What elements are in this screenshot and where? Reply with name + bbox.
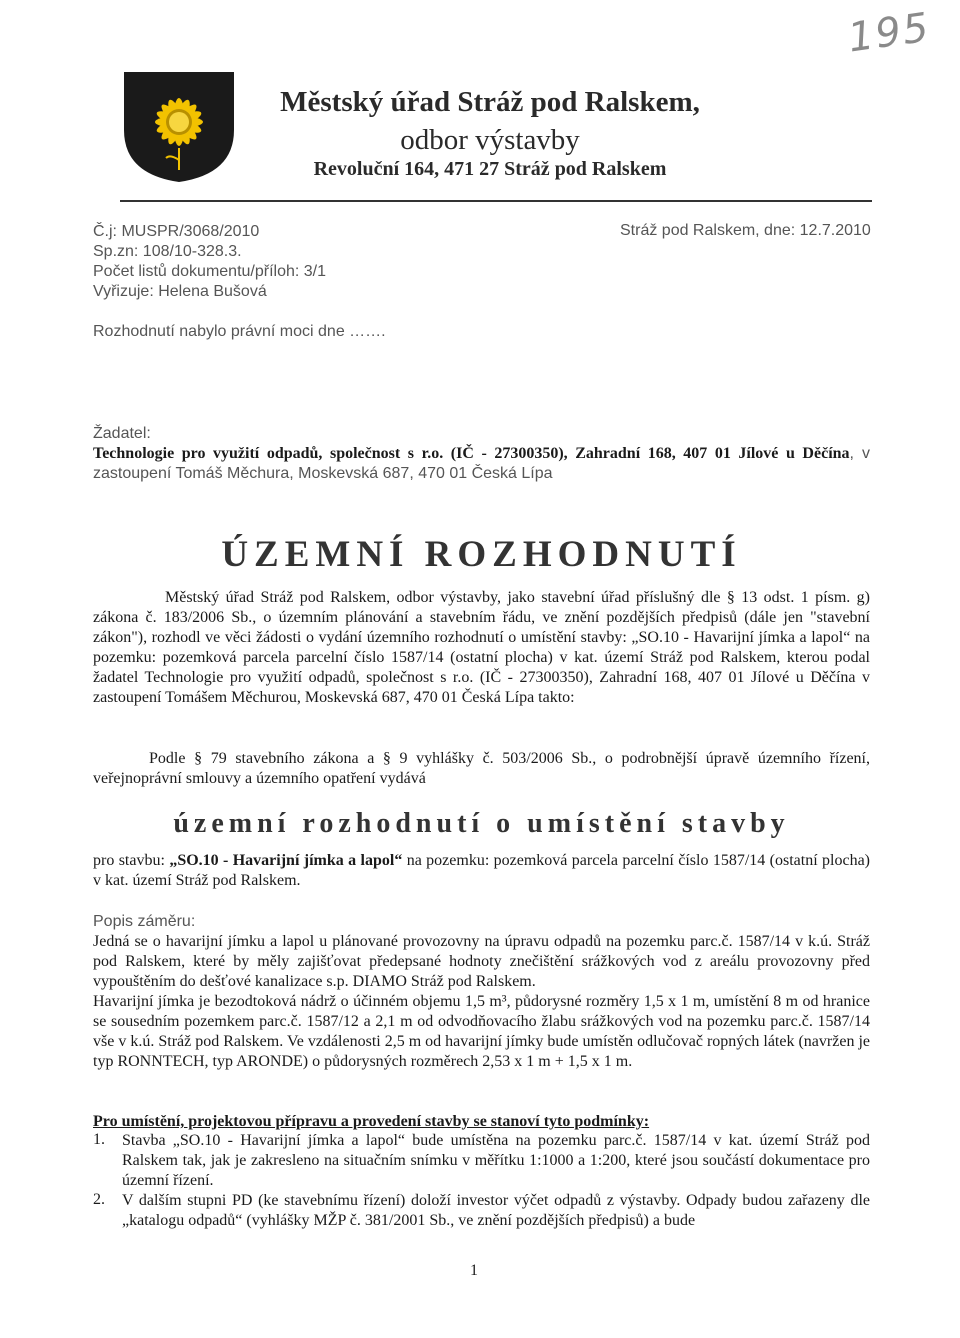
construction-statement <box>93 851 870 891</box>
municipal-coat-of-arms-icon <box>122 70 236 184</box>
document-date: Stráž pod Ralskem, dne: 12.7.2010 <box>620 222 871 239</box>
department-name: odbor výstavby <box>400 124 580 156</box>
office-name: Městský úřad Stráž pod Ralskem, <box>280 86 700 118</box>
legal-basis-paragraph: Podle § 79 stavebního zákona a § 9 vyhlášky č. 503/2006 Sb., o podrobnější úpravě územního řízení, veřejnoprávní smlouvy a územního opatření vydává <box>93 750 870 787</box>
reference-number: Č.j: MUSPR/3068/2010 <box>93 223 260 240</box>
description-paragraph-1: Jedná se o havarijní jímku a lapol u plánované provozovny na úpravu odpadů na pozemku parc.č. 1587/14 v k.ú. Stráž pod Ralskem, které by měly zajišťovat předepsané hodnoty znečištění srážkových vod z areálu provozovny před vypouštěním do dešťové kanalizace s.p. DIAMO Stráž pod Ralskem. <box>93 933 870 990</box>
condition-item: Stavba „SO.10 - Havarijní jímka a lapol“ bude umístěna na pozemku parc.č. 1587/14 v kat. území Stráž pod Ralskem tak, jak je zakresleno na situačním snímku v měřítku 1:1000 a 1:200, které jsou součástí dokumentace pro územní řízení. <box>122 1132 870 1189</box>
applicant-name: Technologie pro využití odpadů, společnost s r.o. (IČ - 27300350), Zahradní 168, 407 01 Jílové u Děčína <box>93 445 850 462</box>
description-paragraph-2: Havarijní jímka je bezodtoková nádrž o účinném objemu 1,5 m³, půdorysné rozměry 1,5 x 1 m, umístění 8 m od hranice se sousedním pozemkem parc.č. 1587/12 a 2,1 m od odvodňovacího žlabu srážkových vod na pozemku parc.č. 1587/14 vše v k.ú. Stráž pod Ralskem. Ve vzdálenosti 2,5 m od havarijní jímky bude umístěn odlučovač ropných látek (navržen je typ RONNTECH, typ ARONDE) o půdorysných rozměrech 2,53 x 1 m + 1,5 x 1 m. <box>93 993 870 1070</box>
condition-item: V dalším stupni PD (ke stavebnímu řízení) doloží investor výčet odpadů z výstavby. Odpady budou zařazeny dle „katalogu odpadů“ (vyhlášky MŽP č. 381/2001 Sb., ve znění pozdějších předpisů) a bude <box>122 1192 870 1229</box>
condition-number: 1. <box>93 1131 105 1148</box>
construction-name: „SO.10 - Havarijní jímka a lapol“ <box>169 852 403 869</box>
applicant-details <box>93 444 870 484</box>
applicant-representative: , v zastoupení Tomáš Měchura, Moskevská 687, 470 01 Česká Lípa <box>93 445 871 482</box>
document-title: ÚZEMNÍ ROZHODNUTÍ <box>221 534 742 575</box>
conditions-heading-text: Pro umístění, projektovou přípravu a provedení stavby se stanoví tyto podmínky: <box>93 1113 650 1130</box>
page-count: Počet listů dokumentu/příloh: 3/1 <box>93 263 327 280</box>
applicant-label: Žadatel: <box>93 425 151 442</box>
decision-title: územní rozhodnutí o umístění stavby <box>173 808 790 839</box>
office-address: Revoluční 164, 471 27 Stráž pod Ralskem <box>313 158 667 180</box>
condition-number: 2. <box>93 1191 105 1208</box>
legal-effect-line: Rozhodnutí nabylo právní moci dne ……. <box>93 323 386 340</box>
decision-paragraph: Městský úřad Stráž pod Ralskem, odbor výstavby, jako stavební úřad příslušný dle § 13 odst. 1 písm. g) zákona č. 183/2006 Sb., o územním plánování a stavebním řádu, ve znění pozdějších předpisů (dále jen "stavební zákon"), rozhodl ve věci žádosti o vydání územního rozhodnutí o umístění stavby: „SO.10 - Havarijní jímka a lapol“ na pozemku: pozemková parcela parcelní číslo 1587/14 (ostatní plocha) v kat. území Stráž pod Ralskem, kterou podal žadatel Technologie pro využití odpadů, společnost s r.o. (IČ - 27300350), Zahradní 168, 407 01 Jílové u Děčína v zastoupení Tomášem Měchurou, Moskevská 687, 470 01 Česká Lípa takto: <box>93 589 870 706</box>
handwritten-page-number: 195 <box>845 4 934 62</box>
header-divider <box>120 200 872 202</box>
handled-by: Vyřizuje: Helena Bušová <box>93 283 267 300</box>
conditions-heading <box>93 1112 870 1132</box>
construction-prefix: pro stavbu: <box>93 852 170 869</box>
page-number: 1 <box>470 1262 478 1279</box>
construction-location: na pozemku: pozemková parcela parcelní číslo 1587/14 (ostatní plocha) v kat. území Stráž pod Ralskem. <box>93 852 871 889</box>
description-label: Popis záměru: <box>93 913 196 930</box>
file-mark: Sp.zn: 108/10-328.3. <box>93 243 242 260</box>
